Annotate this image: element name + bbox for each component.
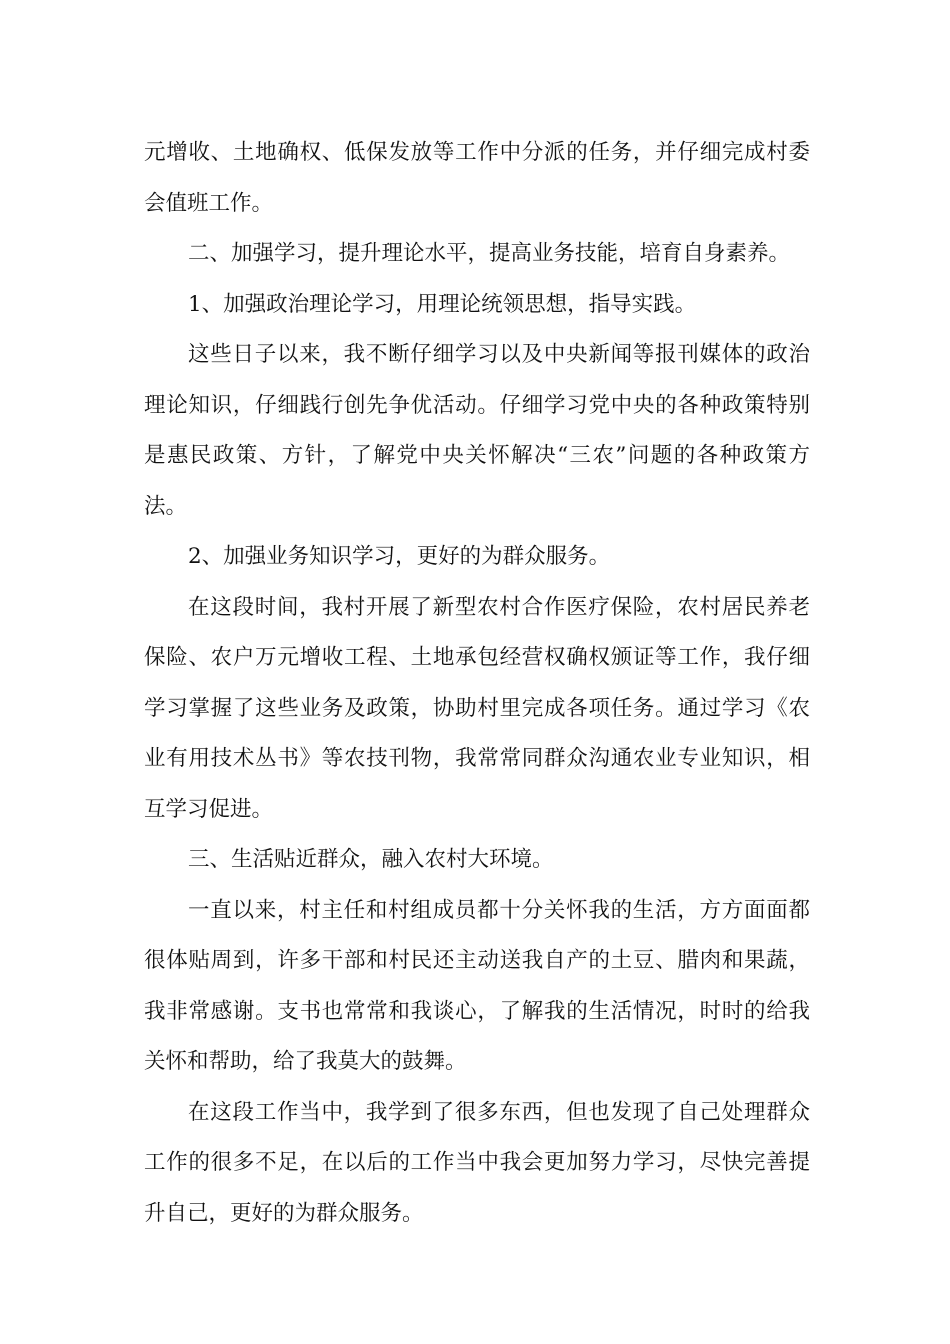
subheading-1: 1、加强政治理论学习，用理论统领思想，指导实践。 — [188, 291, 697, 317]
paragraph-continued: 元增收、土地确权、低保发放等工作中分派的任务，并仔细完成村委会值班工作。 — [144, 140, 810, 216]
document-body — [144, 128, 810, 1239]
subheading-2: 2、加强业务知识学习，更好的为群众服务。 — [188, 544, 611, 569]
paragraph-business-study: 在这段时间，我村开展了新型农村合作医疗保险，农村居民养老保险、农户万元增收工程、土地承包经营权确权颁证等工作，我仔细学习掌握了这些业务及政策，协助村里完成各项任务。通过学习《农业有用技术丛书》等农技刊物，我常常同群众沟通农业专业知识，相互学习促进。 — [144, 594, 810, 822]
paragraph-life: 一直以来，村主任和村组成员都十分关怀我的生活，方方面面都很体贴周到，许多干部和村民还主动送我自产的土豆、腊肉和果蔬，我非常感谢。支书也常常和我谈心，了解我的生活情况，时时的给我关怀和帮助，给了我莫大的鼓舞。 — [144, 897, 810, 1074]
paragraph-political-study: 这些日子以来，我不断仔细学习以及中央新闻等报刊媒体的政治理论知识，仔细践行创先争优活动。仔细学习党中央的各种政策特别是惠民政策、方针，了解党中央关怀解决“三农”问题的各种政策方法。 — [144, 342, 810, 519]
section-heading-2: 二、加强学习，提升理论水平，提高业务技能，培育自身素养。 — [188, 241, 791, 266]
paragraph-conclusion: 在这段工作当中，我学到了很多东西，但也发现了自己处理群众工作的很多不足，在以后的工作当中我会更加努力学习，尽快完善提升自己，更好的为群众服务。 — [144, 1099, 810, 1226]
section-heading-3: 三、生活贴近群众，融入农村大环境。 — [188, 847, 554, 872]
